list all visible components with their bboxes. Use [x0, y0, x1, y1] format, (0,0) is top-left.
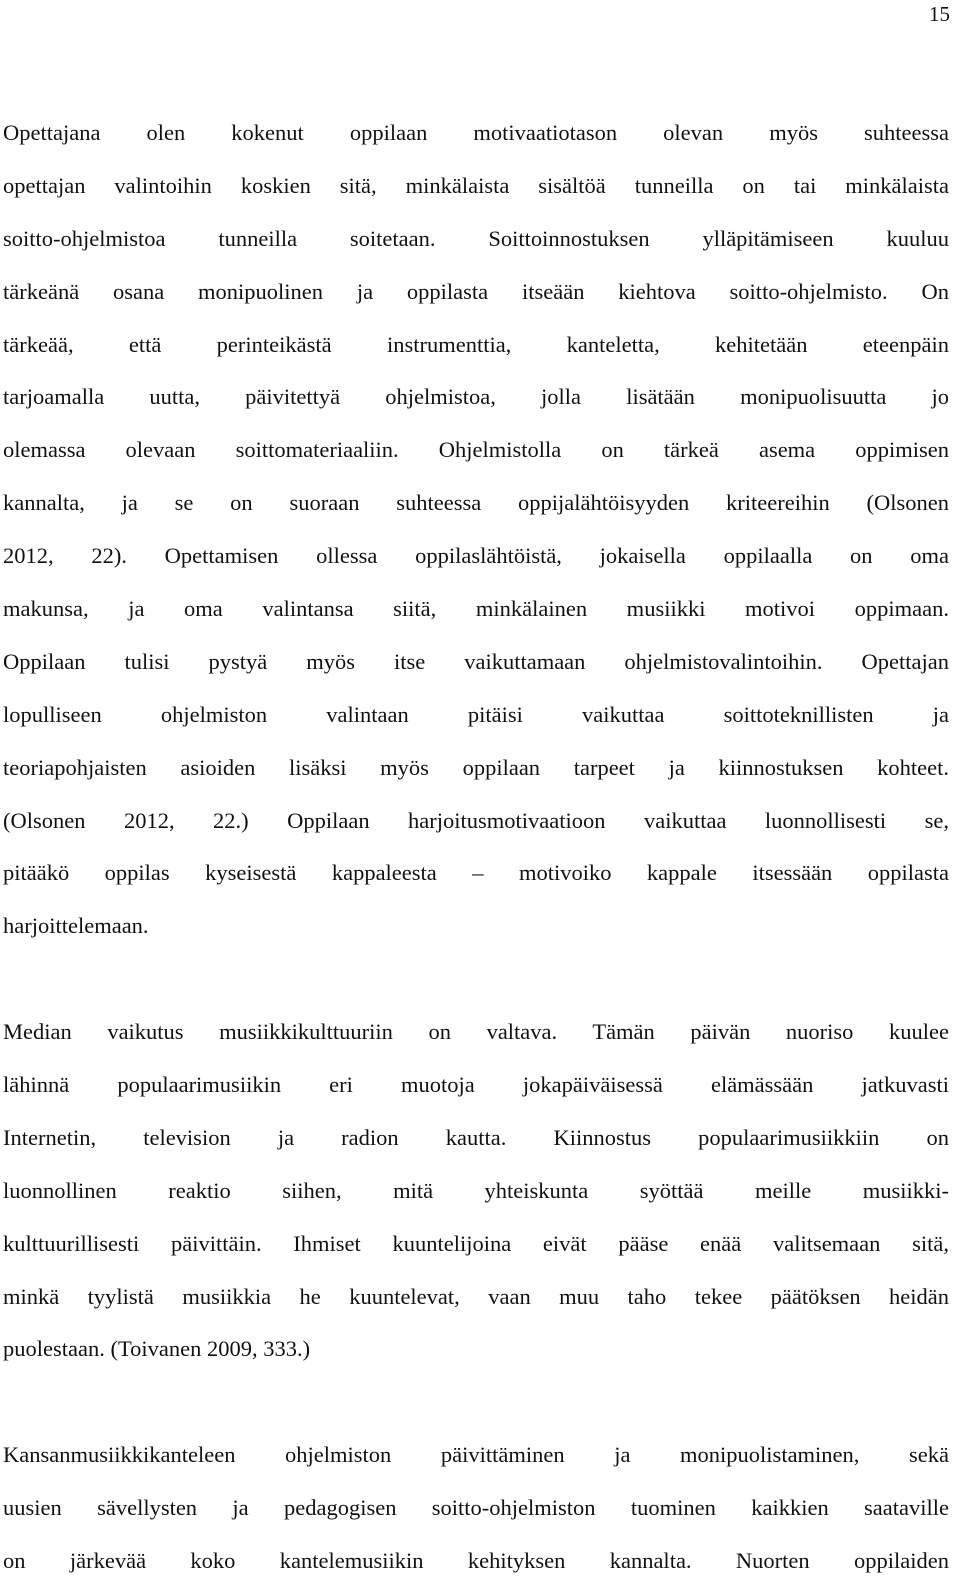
- text-line: on järkevää koko kantelemusiikin kehityksen kannalta. Nuorten oppilaiden: [3, 1548, 949, 1574]
- page-number: 15: [929, 2, 950, 26]
- text-line: olemassa olevaan soittomateriaaliin. Ohjelmistolla on tärkeä asema oppimisen: [3, 437, 949, 463]
- text-line: Opettajana olen kokenut oppilaan motivaatiotason olevan myös suhteessa: [3, 120, 949, 145]
- text-line: kannalta, ja se on suoraan suhteessa oppijalähtöisyyden kriteereihin (Olsonen: [3, 490, 949, 516]
- text-line: (Olsonen 2012, 22.) Oppilaan harjoitusmotivaatioon vaikuttaa luonnollisesti se,: [3, 807, 949, 833]
- document-body: [3, 107, 949, 1588]
- text-line: lopulliseen ohjelmiston valintaan pitäisi vaikuttaa soittoteknillisten ja: [3, 701, 949, 727]
- text-line: kulttuurillisesti päivittäin. Ihmiset kuuntelijoina eivät pääse enää valitsemaan sitä,: [3, 1230, 949, 1256]
- text-line: soitto-ohjelmistoa tunneilla soitetaan. Soittoinnostuksen ylläpitämiseen kuuluu: [3, 225, 949, 251]
- text-line: 2012, 22). Opettamisen ollessa oppilaslähtöistä, jokaisella oppilaalla on oma: [3, 543, 949, 569]
- text-line: minkä tyylistä musiikkia he kuuntelevat, vaan muu taho tekee päätöksen heidän: [3, 1283, 949, 1309]
- text-line: uusien sävellysten ja pedagogisen soitto-ohjelmiston tuominen kaikkien saataville: [3, 1495, 949, 1521]
- text-line: Internetin, television ja radion kautta. Kiinnostus populaarimusiikkiin on: [3, 1124, 949, 1150]
- paragraph-1: [3, 107, 949, 953]
- text-line: Oppilaan tulisi pystyä myös itse vaikuttamaan ohjelmistovalintoihin. Opettajan: [3, 648, 949, 674]
- paragraph-2: [3, 1006, 949, 1376]
- text-line: tarjoamalla uutta, päivitettyä ohjelmistoa, jolla lisätään monipuolisuutta jo: [3, 384, 949, 410]
- text-line: tärkeänä osana monipuolinen ja oppilasta itseään kiehtova soitto-ohjelmisto. On: [3, 278, 949, 304]
- paragraph-3: [3, 1429, 949, 1588]
- paragraph-gap: [3, 1376, 949, 1429]
- text-line: puolestaan. (Toivanen 2009, 333.): [3, 1336, 311, 1362]
- paragraph-gap: [3, 953, 949, 1006]
- text-line: lähinnä populaarimusiikin eri muotoja jokapäiväisessä elämässään jatkuvasti: [3, 1072, 949, 1098]
- text-line: Median vaikutus musiikkikulttuuriin on valtava. Tämän päivän nuoriso kuulee: [3, 1019, 949, 1045]
- text-line: luonnollinen reaktio siihen, mitä yhteiskunta syöttää meille musiikki-: [3, 1177, 949, 1203]
- text-line: harjoittelemaan.: [3, 913, 149, 939]
- text-line: opettajan valintoihin koskien sitä, minkälaista sisältöä tunneilla on tai minkälaista: [3, 172, 949, 198]
- text-line: makunsa, ja oma valintansa siitä, minkälainen musiikki motivoi oppimaan.: [3, 596, 949, 622]
- text-line: teoriapohjaisten asioiden lisäksi myös oppilaan tarpeet ja kiinnostuksen kohteet.: [3, 754, 949, 780]
- text-line: tärkeää, että perinteikästä instrumenttia, kanteletta, kehitetään eteenpäin: [3, 331, 949, 357]
- text-line: Kansanmusiikkikanteleen ohjelmiston päivittäminen ja monipuolistaminen, sekä: [3, 1442, 949, 1468]
- text-line: pitääkö oppilas kyseisestä kappaleesta – motivoiko kappale itsessään oppilasta: [3, 860, 949, 886]
